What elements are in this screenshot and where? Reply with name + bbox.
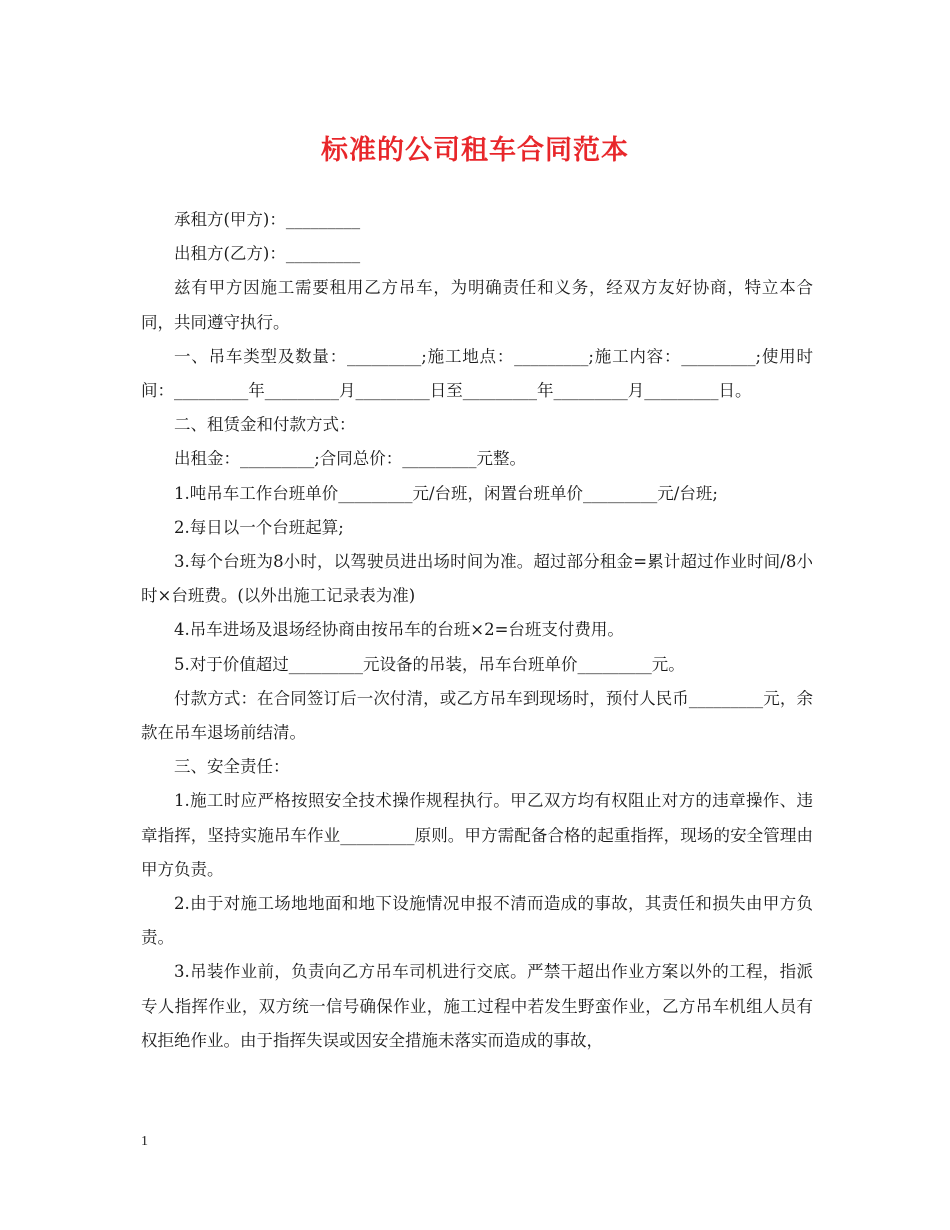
document-title: 标准的公司租车合同范本: [321, 135, 629, 166]
contract-body: [141, 203, 813, 1058]
paragraph-lessee: 承租方(甲方)：_________: [174, 210, 361, 229]
paragraph-crane-type: 一、吊车类型及数量：_________;施工地点：_________;施工内容：_________;使用时间：_________年_________月_________日至_________年_________月_________日。: [141, 346, 813, 401]
paragraph-rent-item-2: 2.每日以一个台班起算;: [174, 517, 344, 537]
paragraph-rent-amount: 出租金：_________;合同总价：_________元整。: [174, 449, 527, 469]
paragraph-safety-item-2: 2.由于对施工场地地面和地下设施情况申报不清而造成的事故，其责任和损失由甲方负责。: [141, 894, 813, 948]
paragraph-rent-item-1: 1.吨吊车工作台班单价_________元/台班，闲置台班单价_________元/台班;: [174, 483, 718, 503]
paragraph-preamble: 兹有甲方因施工需要租用乙方吊车，为明确责任和义务，经双方友好协商，特立本合同，共同遵守执行。: [141, 278, 813, 332]
page-number: 1: [141, 1134, 148, 1149]
section-heading-safety: 三、安全责任：: [174, 757, 290, 777]
paragraph-lessor: 出租方(乙方)：_________: [174, 244, 361, 264]
paragraph-payment-method: 付款方式：在合同签订后一次付清，或乙方吊车到现场时，预付人民币_________元，余款在吊车退场前结清。: [141, 688, 813, 743]
paragraph-rent-item-5: 5.对于价值超过_________元设备的吊装，吊车台班单价_________元。: [174, 654, 685, 674]
paragraph-rent-item-4: 4.吊车进场及退场经协商由按吊车的台班×2=台班支付费用。: [174, 620, 624, 640]
paragraph-rent-item-3: 3.每个台班为8小时，以驾驶员进出场时间为准。超过部分租金=累计超过作业时间/8小时×台班费。(以外出施工记录表为准): [141, 552, 813, 606]
section-heading-rent: 二、租赁金和付款方式：: [174, 415, 356, 435]
paragraph-safety-item-3: 3.吊装作业前，负责向乙方吊车司机进行交底。严禁干超出作业方案以外的工程，指派专人指挥作业，双方统一信号确保作业，施工过程中若发生野蛮作业，乙方吊车机组人员有权拒绝作业。由于指挥失误或因安全措施未落实而造成的事故，: [141, 962, 813, 1050]
paragraph-safety-item-1: 1.施工时应严格按照安全技术操作规程执行。甲乙双方均有权阻止对方的违章操作、违章指挥，坚持实施吊车作业_________原则。甲方需配备合格的起重指挥，现场的安全管理由甲方负责。: [141, 791, 813, 879]
